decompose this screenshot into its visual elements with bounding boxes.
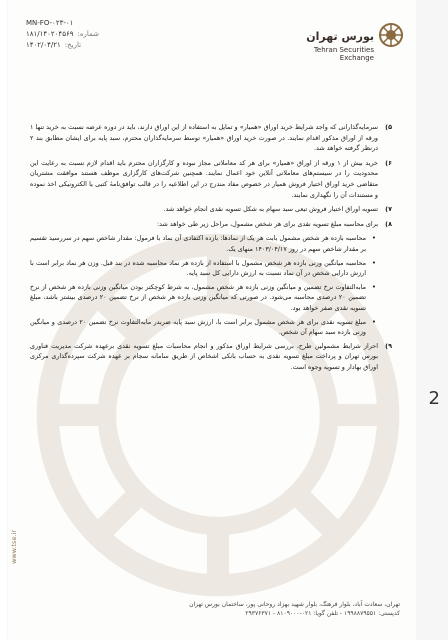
item-number: ۷) [385,205,392,214]
footer-address: تهران، سعادت آباد، بلوار فرهنگ، بلوار شهید بهزاد روحانی پور، ساختمان بورس تهران [189,601,400,608]
bullet-icon: • [371,317,376,326]
bullet-icon: • [371,234,376,243]
letter-meta [26,18,99,51]
sub-item [30,317,392,338]
item-text: تسویه اوراق اختیار فروش تبعی سبد سهام به شکل تسویه نقدی انجام خواهد شد. [163,205,378,214]
letter-date: ۱۴۰۲/۰۴/۲۱ [26,41,61,49]
item-number: ۶) [385,158,392,167]
bullet-icon: • [371,258,376,267]
list-item [30,219,392,230]
sub-item [30,233,392,254]
bullet-icon: • [371,282,376,291]
list-item [30,341,392,373]
sub-item-text: مابه‌التفاوت نرخ تضمین و میانگین وزنی بازده هر شخص مشمول، به شرط کوچکتر بودن میانگین وزنی بازده هر شخص از نرخ تضمین ۲۰ درصدی محاسبه می‌شود. در صورتی که میانگین وزنی بازده هر شخص از نرخ تضمین ۲۰ درصدی بیشتر باشد، مبلغ تسویه نقدی صفر خواهد بود. [30,282,367,312]
item-text: احراز شرایط مشمولین طرح، بررسی شرایط اوراق مذکور و انجام محاسبات مبلغ تسویه نقدی برعهده شرکت مدیریت فناوری بورس تهران و پرداخت مبلغ تسویه نقدی به حساب بانکی اشخاص از طریق سامانه سجام بر عهده شرکت سپرده‌گذاری مرکزی اوراق بهادار و تسویه وجوه است. [30,341,378,371]
item-text: خرید بیش از ۱ ورقه از اوراق «همیار» برای هر کد معاملاتی مجاز نبوده و کارگزاران محترم باید اقدام لازم نسبت به رعایت این محدودیت را در سیستم‌های معاملاتی آنلاین خود اعمال نمایند. همچنین شرکت‌های کارگزاری موظف هستند موافقت مشتریان متقاضی خرید اوراق اختیار فروش همیار در خصوص مفاد مندرج در این اطلاعیه را در قالب توافق‌نامهٔ کتبی یا الکترونیکی اخذ نموده و مستندات آن را نگهداری نمایند. [30,158,378,199]
tse-emblem-icon [378,22,404,48]
item-number: ۹) [385,341,392,350]
footer-contact: کدپستی: ۱۹۹۸۸۷۹۵۵۱ - تلفن گویا: ۰۲۱-۸۱۰۹۰۰۰ - ۲۹۳۷۶۳۷۱ [245,610,400,617]
item-number: ۸) [385,219,392,228]
logo-name-fa: بورس تهران [306,30,374,43]
number-label: شماره: [77,30,99,38]
sub-item-text: مبلغ تسویه نقدی برای هر شخص مشمول برابر است با، ارزش سبد پایه ضربدر مابه‌التفاوت نرخ تضمین ۲۰ درصدی و میانگین وزنی بازده سبد سهام آن شخص. [30,317,367,337]
item-text: برای محاسبه مبلغ تسویه نقدی برای هر شخص مشمول، مراحل زیر طی خواهد شد: [157,219,378,228]
item-text: سرمایه‌گذارانی که واجد شرایط خرید اوراق «همیار» و تمایل به استفاده از این اوراق دارند، باید در دوره عرضه نسبت به خرید تنها ۱ ورقه از اوراق مذکور اقدام نمایند. در صورت خرید اوراق «همیار» توسط سرمایه‌گذاران محترم، سبد پایه برای ایشان مطابق بند ۲ درنظر گرفته خواهد شد. [30,123,378,153]
sub-item [30,282,392,314]
form-code: MN-FO-۰۲۳-۰۱ [26,19,74,27]
item-number: ۵) [385,123,392,131]
website-url[interactable]: www.tse.ir [10,530,18,564]
list-item [30,204,392,215]
sub-item [30,258,392,279]
list-item [30,122,392,154]
date-label: تاریخ: [64,41,82,49]
footer [24,600,400,618]
sub-item-text: محاسبه میانگین وزنی بازده هر شخص مشمول با استفاده از بازده هر نماد محاسبه شده در بند قبل. وزن هر نماد برابر است با ارزش دارایی شخص در آن نماد نسبت به ارزش دارایی کل سبد پایه. [30,258,366,278]
sub-item-text: محاسبه بازده هر شخص مشمول بابت هر یک از نمادها: بازده اکتفادی آن نماد با فرمول: مقدار شاخص سهم در سررسید تقسیم بر مقدار شاخص سهم در روز ۱۴۰۳/۰۴/۱۷ منهای یک. [30,234,366,253]
letter-body [30,122,392,376]
page-number: 2 [428,388,440,409]
letter-number: ۱۸۱/۱۴۰۲۰۴۵۶۹ [26,30,74,38]
logo-name-en: Tehran Securities Exchange [313,46,374,62]
list-item [30,158,392,200]
page-indicator-panel [416,0,448,640]
document-page [8,0,416,640]
